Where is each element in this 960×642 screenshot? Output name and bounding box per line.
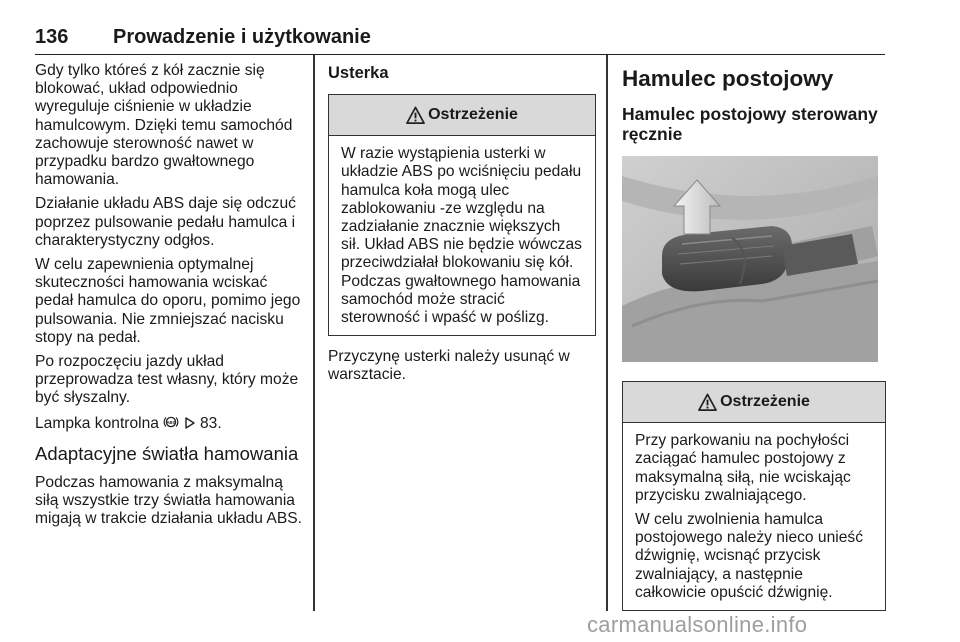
page-number: 136 — [35, 26, 69, 48]
svg-text:ABS: ABS — [166, 419, 176, 425]
warning-header — [329, 95, 595, 136]
warning-body — [623, 423, 885, 610]
section-heading: Hamulec postojowy — [622, 66, 834, 91]
warning-text: Przy parkowaniu na pochyłości zaciągać hamulec postojowy z maksymalną siłą, nie wciskając przycisku zwalniającego. — [635, 432, 851, 504]
parking-brake-photo — [622, 156, 878, 362]
watermark: carmanualsonline.info — [587, 612, 808, 637]
section-heading: Adaptacyjne światła hamowania — [35, 442, 299, 464]
warning-label: Ostrzeżenie — [428, 106, 518, 124]
paragraph: Działanie układu ABS daje się odczuć poprzez pulsowanie pedału hamulca i charakterystyczny odgłos. — [35, 195, 296, 249]
paragraph: Podczas hamowania z maksymalną siłą wszystkie trzy światła hamowania migają w trakcie działania układu ABS. — [35, 473, 302, 528]
warning-label: Ostrzeżenie — [720, 393, 810, 411]
column-divider — [606, 55, 608, 611]
right-column — [622, 62, 886, 611]
warning-body — [329, 136, 595, 335]
paragraph: Gdy tylko któreś z kół zacznie się blokować, układ odpowiednio wyreguluje ciśnienie w układzie hamulcowym. Dzięki temu samochód zachowuje sterowność nawet w przypadku bardzo gwałtownego hamowania. — [35, 62, 293, 189]
abs-lamp-icon — [163, 414, 179, 430]
paragraph: Po rozpoczęciu jazdy układ przeprowadza test własny, który może być słyszalny. — [35, 353, 299, 407]
chapter-title: Prowadzenie i użytkowanie — [113, 26, 371, 48]
warning-box — [622, 381, 886, 611]
warning-triangle-icon — [698, 393, 717, 412]
paragraph: W celu zapewnienia optymalnej skuteczności hamowania wciskać pedał hamulca do oporu, pomimo jego pulsowania. Nie zmniejszać nacisku stopy na pedał. — [35, 256, 301, 346]
page-header — [35, 28, 885, 55]
page-reference-icon — [184, 416, 196, 430]
section-title: Usterka — [328, 64, 389, 82]
warning-triangle-icon — [406, 106, 425, 125]
lamp-text: Lampka kontrolna — [35, 414, 159, 432]
warning-text: W celu zwolnienia hamulca postojowego należy nieco unieść dźwignię, wcisnąć przycisk zwalniający, a następnie całkowicie opuścić dźwignię. — [635, 511, 863, 601]
paragraph: Przyczynę usterki należy usunąć w warsztacie. — [328, 348, 570, 384]
middle-column — [328, 62, 596, 391]
left-column — [35, 62, 303, 534]
subsection-heading: Hamulec postojowy sterowany ręcznie — [622, 104, 878, 144]
warning-box — [328, 94, 596, 336]
warning-text: W razie wystąpienia usterki w układzie ABS po wciśnięciu pedału hamulca koła mogą ulec zablokowaniu -ze względu na zadziałanie znacznie większych sił. Układ ABS nie będzie wówczas przeciwdziałał blokowaniu się kół. Podczas gwałtownego hamowania samochód może stracić sterowność i wpaść w poślizg. — [341, 145, 582, 327]
page-reference: 83. — [200, 414, 222, 432]
warning-header — [623, 382, 885, 423]
column-divider — [313, 55, 315, 611]
lamp-reference — [35, 414, 303, 433]
